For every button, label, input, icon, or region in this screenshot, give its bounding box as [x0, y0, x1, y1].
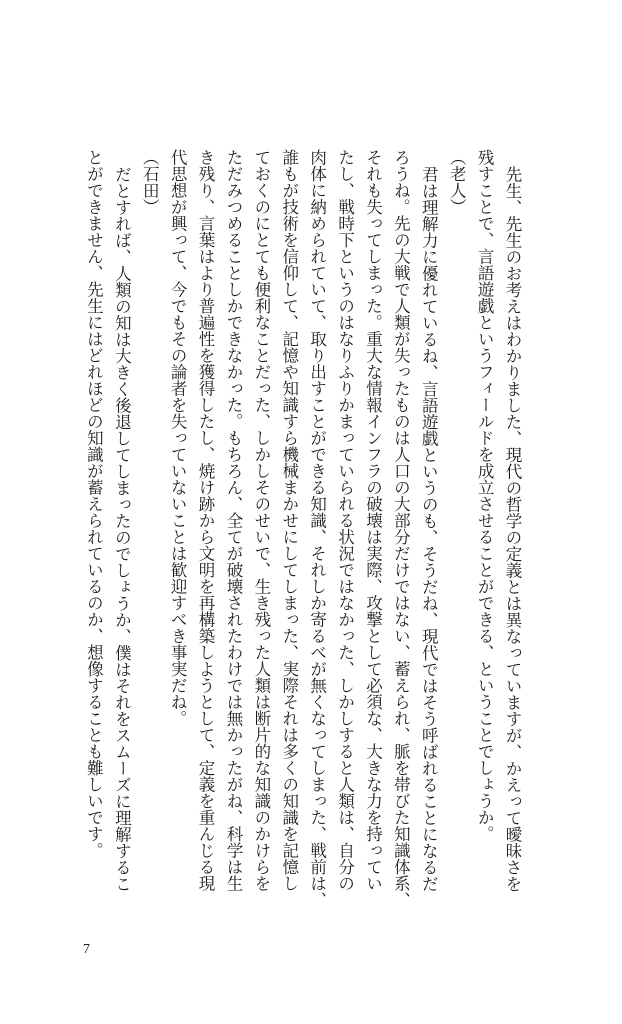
- text-line: 代思想が興って、今でもその論者を失っていないことは歓迎すべき事実だね。: [168, 149, 188, 727]
- text-line: 誰もが技術を信仰して、記憶や知識すら機械まかせにしてしまった、実際それは多くの知識を記憶し: [279, 149, 299, 892]
- text-line: 残すことで、言語遊戯というフィールドを成立させることができる、ということでしょうか。: [475, 149, 495, 842]
- text-line: だとすれば、人類の知は大きく後退してしまったのでしょうか、僕はそれをスムーズに理解するこ: [112, 165, 132, 892]
- speaker-label: （老人）: [447, 149, 467, 215]
- text-line: ろうね。先の大戦で人類が失ったものは人口の大部分だけではない、蓄えられ、脈を帯びた知識体系、: [391, 149, 411, 908]
- vertical-text-block: [80, 149, 527, 939]
- text-line: それも失ってしまった。重大な情報インフラの破壊は実際、攻撃として必須な、大きな力を持ってい: [363, 149, 383, 892]
- text-line: ただみつめることしかできなかった。もちろん、全てが破壊されたわけでは無かったがね、科学は生: [223, 149, 243, 892]
- page-number: 7: [83, 942, 90, 957]
- text-line: ておくのにとても便利なことだった、しかしそのせいで、生き残った人類は断片的な知識のかけらを: [251, 149, 271, 892]
- text-line: たし、戦時下というのはなりふりかまっていられる状況ではなかった、しかしすると人類は、自分の: [335, 149, 355, 892]
- text-line: 君は理解力に優れているね、言語遊戯というのも、そうだね、現代ではそう呼ばれることになるだ: [419, 165, 439, 892]
- text-line: 肉体に納められていて、取り出すことができる知識、それしか寄るべが無くなってしまった、戦前は、: [307, 149, 327, 908]
- text-line: 先生、先生のお考えはわかりました、現代の哲学の定義とは異なっていますが、かえって曖昧さを: [503, 165, 522, 892]
- text-line: き残り、言葉はより普遍性を獲得したし、焼け跡から文明を再構築しようとして、定義を重んじる現: [196, 149, 216, 892]
- text-line: とができません、先生にはどれほどの知識が蓄えられているのか、想像することも難しいです。: [84, 149, 104, 859]
- speaker-label: （石田）: [140, 149, 160, 215]
